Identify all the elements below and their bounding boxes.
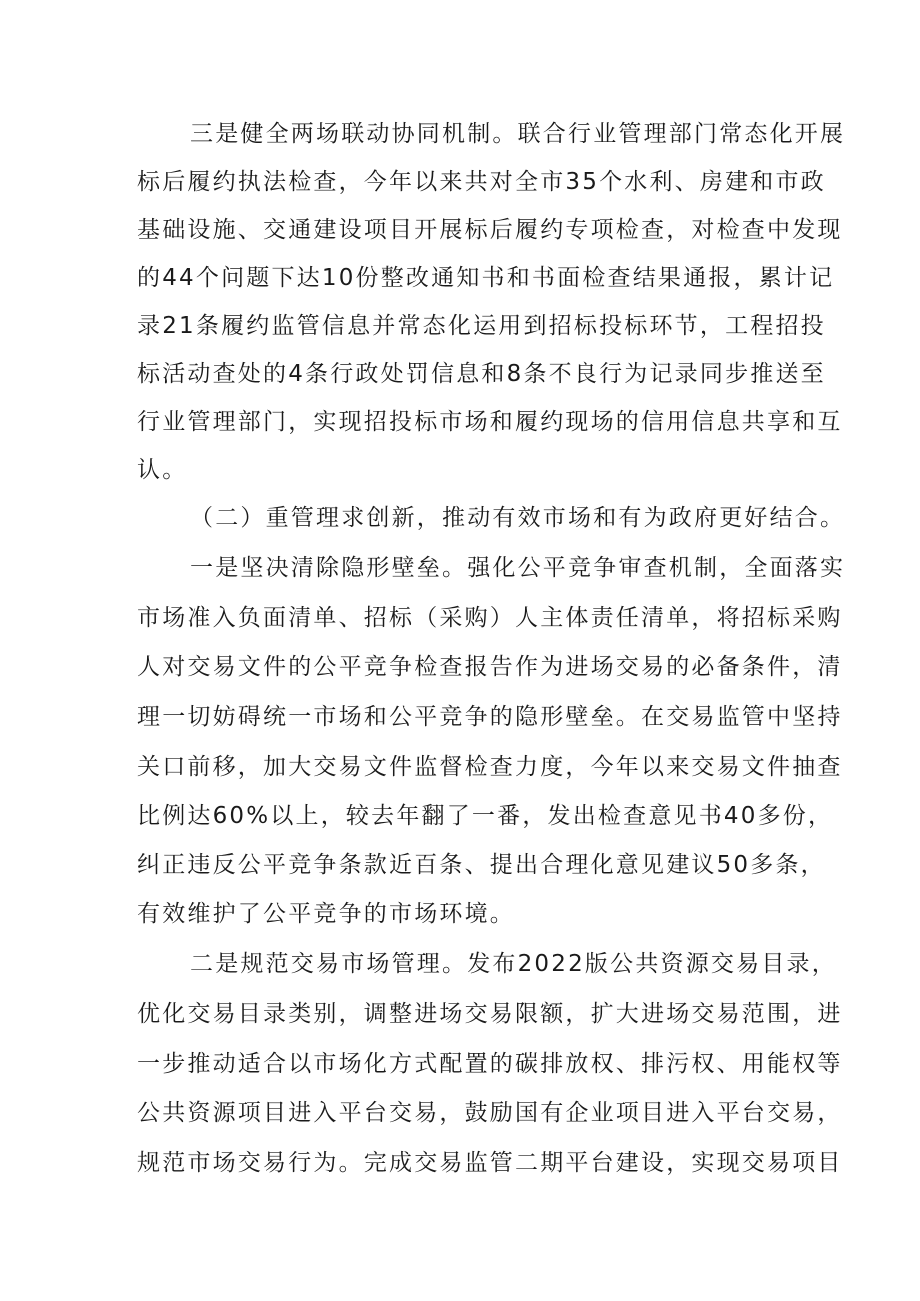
- text-line: 比例达60%以上，较去年翻了一番，发出检查意见书40多份，: [137, 803, 834, 829]
- text-line: 关口前移，加大交易文件监督检查力度，今年以来交易文件抽查: [137, 754, 843, 780]
- text-line: 录21条履约监管信息并常态化运用到招标投标环节，工程招投: [137, 313, 826, 339]
- text-line: 纠正违反公平竞争条款近百条、提出合理化意见建议50多条，: [137, 852, 826, 878]
- text-line: 的44个问题下达10份整改通知书和书面检查结果通报，累计记: [137, 265, 835, 291]
- text-line: 二是规范交易市场管理。发布2022版公共资源交易目录，: [190, 951, 837, 977]
- text-line: 认。: [137, 457, 188, 483]
- text-line: 一是坚决清除隐形壁垒。强化公平竞争审查机制，全面落实: [190, 555, 846, 581]
- text-line: 市场准入负面清单、招标（采购）人主体责任清单，将招标采购: [137, 605, 843, 631]
- text-line: 人对交易文件的公平竞争检查报告作为进场交易的必备条件，清: [137, 654, 843, 680]
- text-line: 理一切妨碍统一市场和公平竞争的隐形壁垒。在交易监管中坚持: [137, 704, 843, 730]
- text-line: 公共资源项目进入平台交易，鼓励国有企业项目进入平台交易，: [137, 1100, 843, 1126]
- text-line: 一步推动适合以市场化方式配置的碳排放权、排污权、用能权等: [137, 1051, 843, 1077]
- text-line: 优化交易目录类别，调整进场交易限额，扩大进场交易范围，进: [137, 1001, 843, 1027]
- text-line: 标后履约执法检查，今年以来共对全市35个水利、房建和市政: [137, 169, 826, 195]
- section-heading: （二）重管理求创新，推动有效市场和有为政府更好结合。: [190, 505, 846, 531]
- text-line: 标活动查处的4条行政处罚信息和8条不良行为记录同步推送至: [137, 361, 826, 387]
- text-line: 规范市场交易行为。完成交易监管二期平台建设，实现交易项目: [137, 1150, 843, 1176]
- text-line: 基础设施、交通建设项目开展标后履约专项检查，对检查中发现: [137, 217, 843, 243]
- text-line: 行业管理部门，实现招投标市场和履约现场的信用信息共享和互: [137, 409, 843, 435]
- text-line: 有效维护了公平竞争的市场环境。: [137, 901, 515, 927]
- text-line: 三是健全两场联动协同机制。联合行业管理部门常态化开展: [190, 121, 846, 147]
